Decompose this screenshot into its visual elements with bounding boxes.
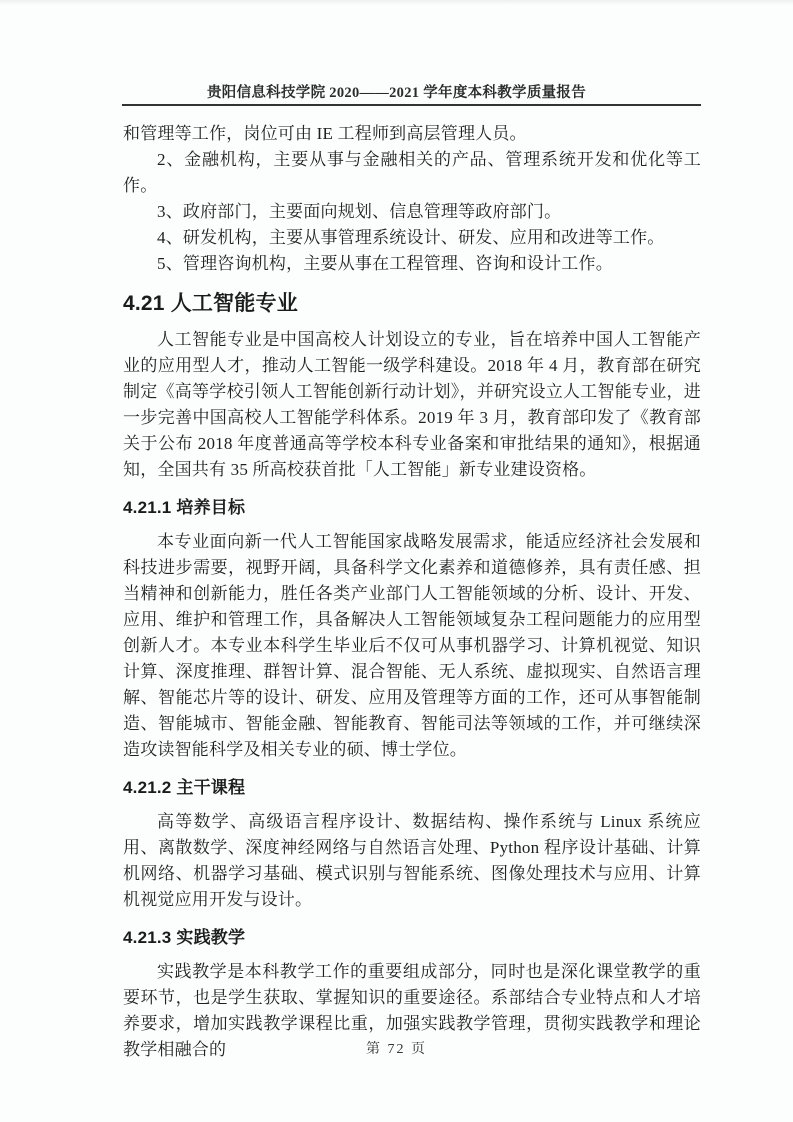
- subsection-paragraph-core-courses: 高等数学、高级语言程序设计、数据结构、操作系统与 Linux 系统应用、离散数学、深度神经网络与自然语言处理、Python 程序设计基础、计算机网络、机器学习基础、模式识别与智能系统、图像处理技术与应用、计算机视觉应用开发与设计。: [123, 812, 701, 909]
- subsection-paragraph-practical-teaching: 实践教学是本科教学工作的重要组成部分，同时也是深化课堂教学的重要环节，也是学生获取、掌握知识的重要途径。系部结合专业特点和人才培养要求，增加实践教学课程比重，加强实践教学管理，贯彻实践教学和理论教学相融合的: [123, 962, 701, 1059]
- running-header-title: 贵阳信息科技学院 2020——2021 学年度本科教学质量报告: [206, 85, 587, 101]
- page-number: 第 72 页: [366, 1042, 427, 1057]
- section-heading-ai-major: 4.21 人工智能专业: [123, 292, 298, 315]
- subsection-heading-training-goal: 4.21.1 培养目标: [123, 498, 246, 517]
- career-list-item-consulting: 5、管理咨询机构，主要从事在工程管理、咨询和设计工作。: [157, 254, 613, 273]
- subsection-heading-core-courses: 4.21.2 主干课程: [123, 778, 246, 797]
- scan-top-edge: [0, 0, 793, 5]
- subsection-heading-practical-teaching: 4.21.3 实践教学: [123, 928, 246, 947]
- subsection-paragraph-training-goal: 本专业面向新一代人工智能国家战略发展需求，能适应经济社会发展和科技进步需要，视野开阔，具备科学文化素养和道德修养，具有责任感、担当精神和创新能力，胜任各类产业部门人工智能领域的分析、设计、开发、应用、维护和管理工作，具备解决人工智能领域复杂工程问题能力的应用型创新人才。本专业本科学生毕业后不仅可从事机器学习、计算机视觉、知识计算、深度推理、群智计算、混合智能、无人系统、虚拟现实、自然语言理解、智能芯片等的设计、研发、应用及管理等方面的工作，还可从事智能制造、智能城市、智能金融、智能教育、智能司法等领域的工作，并可继续深造攻读智能科学及相关专业的硕、博士学位。: [123, 532, 701, 759]
- paragraph-continuation: 和管理等工作，岗位可由 IE 工程师到高层管理人员。: [123, 124, 527, 143]
- career-list-item-finance: 2、金融机构，主要从事与金融相关的产品、管理系统开发和优化等工作。: [123, 150, 701, 195]
- section-intro-paragraph: 人工智能专业是中国高校人计划设立的专业，旨在培养中国人工智能产业的应用型人才，推动人工智能一级学科建设。2018 年 4 月，教育部在研究制定《高等学校引领人工智能创新行动计划》，并研究设立人工智能专业，进一步完善中国高校人工智能学科体系。2019 年 3 月，教育部印发了《教育部关于公布 2018 年度普通高等学校本科专业备案和审批结果的通知》，根据通知，全国共有 35 所高校获首批「人工智能」新专业建设资格。: [123, 330, 701, 479]
- document-body: [123, 121, 701, 1063]
- header-rule: [122, 104, 701, 106]
- career-list-item-rnd: 4、研发机构，主要从事管理系统设计、研发、应用和改进等工作。: [157, 228, 665, 247]
- career-list-item-government: 3、政府部门，主要面向规划、信息管理等政府部门。: [157, 202, 562, 221]
